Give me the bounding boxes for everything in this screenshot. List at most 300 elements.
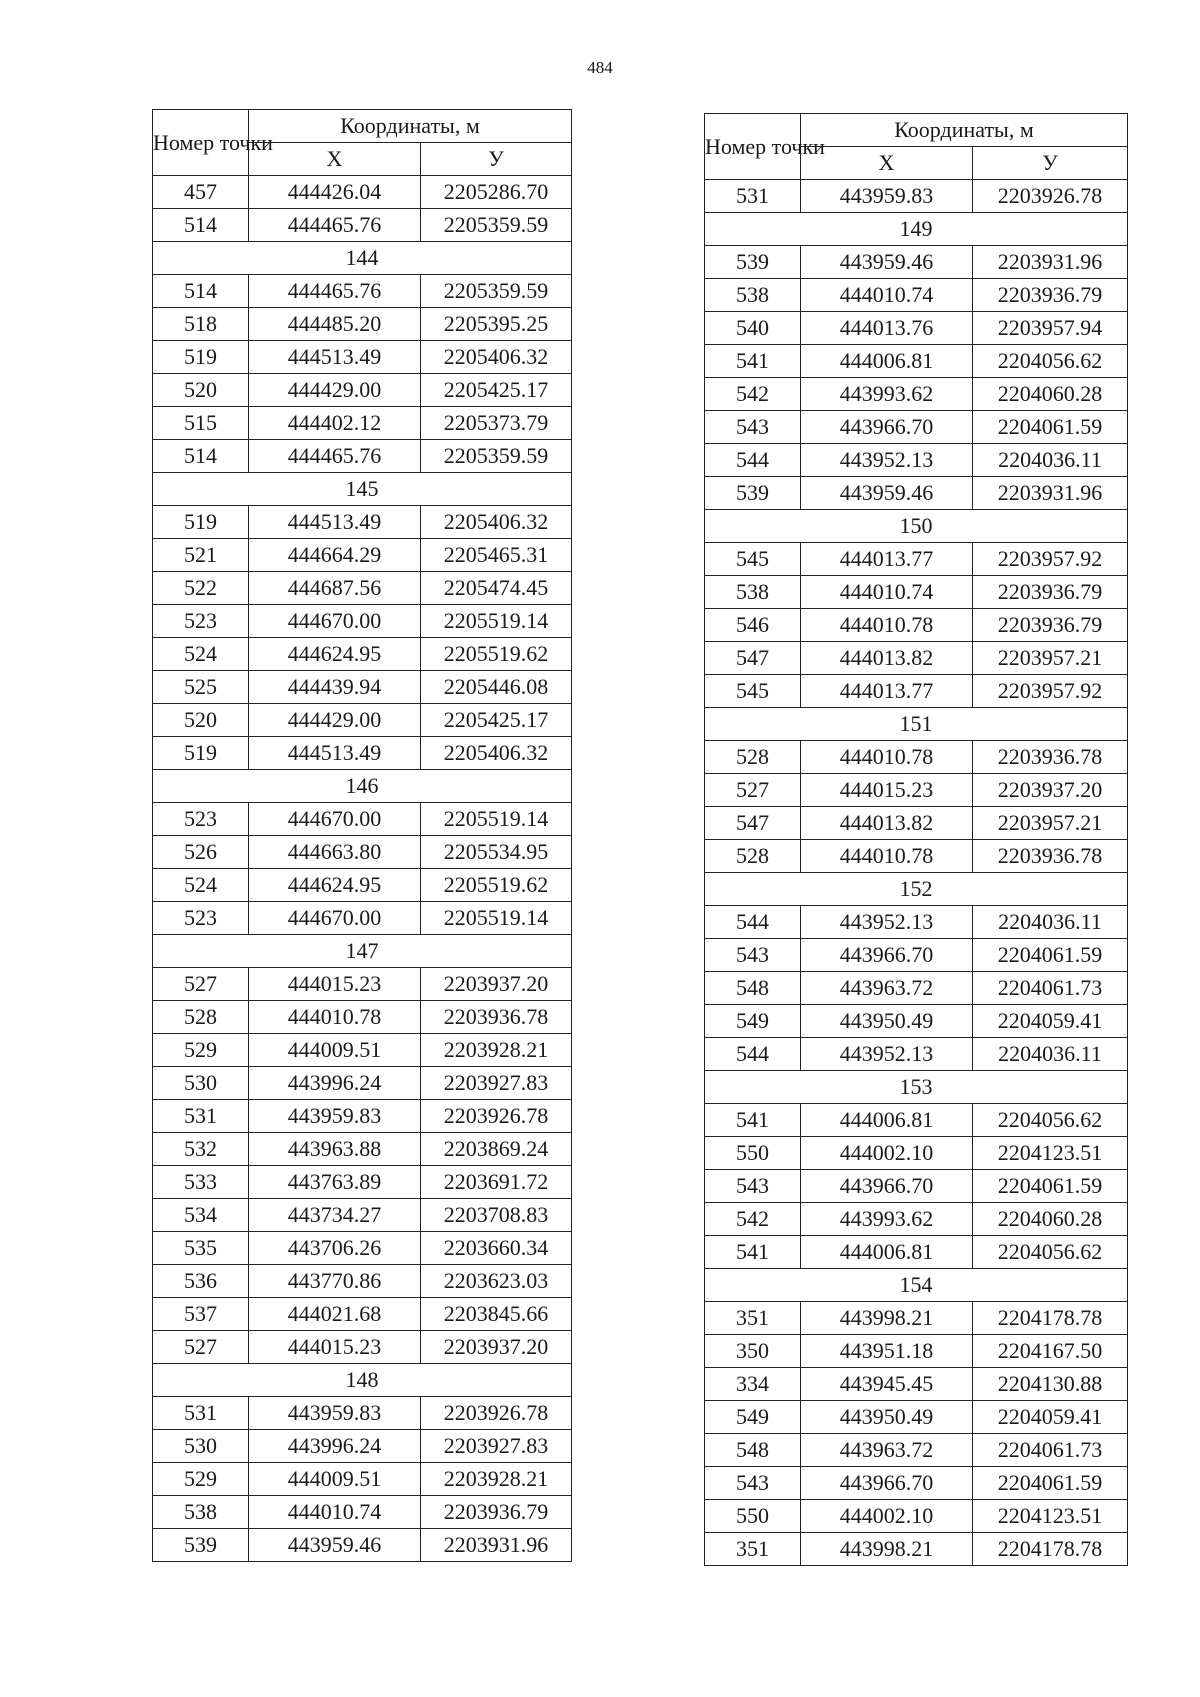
- y-coordinate-cell: 2205474.45: [421, 572, 572, 605]
- section-label: 148: [153, 1364, 572, 1397]
- section-label: 147: [153, 935, 572, 968]
- table-row: [705, 1434, 1128, 1467]
- point-number-cell: 534: [153, 1199, 249, 1232]
- x-coordinate-cell: 443763.89: [249, 1166, 421, 1199]
- table-row: [705, 576, 1128, 609]
- x-coordinate-cell: 443706.26: [249, 1232, 421, 1265]
- table-row: [153, 605, 572, 638]
- table-row: [705, 1104, 1128, 1137]
- x-coordinate-cell: 443996.24: [249, 1067, 421, 1100]
- x-coordinate-cell: 444002.10: [801, 1500, 973, 1533]
- x-coordinate-cell: 443966.70: [801, 939, 973, 972]
- table-row: [153, 671, 572, 704]
- point-number-cell: 544: [705, 1038, 801, 1071]
- table-row: [153, 440, 572, 473]
- point-number-cell: 541: [705, 345, 801, 378]
- x-coordinate-cell: 444013.77: [801, 543, 973, 576]
- point-number-cell: 545: [705, 675, 801, 708]
- table-row: [705, 1335, 1128, 1368]
- x-coordinate-cell: 443770.86: [249, 1265, 421, 1298]
- y-coordinate-cell: 2205406.32: [421, 341, 572, 374]
- table-row: [705, 246, 1128, 279]
- table-row: [705, 1368, 1128, 1401]
- y-coordinate-cell: 2203936.79: [973, 576, 1128, 609]
- point-number-cell: 519: [153, 737, 249, 770]
- point-number-cell: 530: [153, 1430, 249, 1463]
- y-coordinate-cell: 2204056.62: [973, 1236, 1128, 1269]
- table-row: [153, 1496, 572, 1529]
- coordinates-header: Координаты, м: [801, 114, 1128, 147]
- table-row: [153, 1463, 572, 1496]
- page-number: 484: [587, 58, 613, 77]
- y-column-header: У: [421, 143, 572, 176]
- point-number-cell: 528: [153, 1001, 249, 1034]
- point-number-header: Номер точки: [705, 114, 801, 180]
- x-coordinate-cell: 444670.00: [249, 902, 421, 935]
- point-number-cell: 457: [153, 176, 249, 209]
- y-coordinate-cell: 2203957.21: [973, 642, 1128, 675]
- y-coordinate-cell: 2204061.59: [973, 939, 1128, 972]
- point-number-cell: 531: [705, 180, 801, 213]
- y-coordinate-cell: 2205359.59: [421, 209, 572, 242]
- y-coordinate-cell: 2204061.59: [973, 411, 1128, 444]
- x-coordinate-cell: 443966.70: [801, 1170, 973, 1203]
- y-coordinate-cell: 2204036.11: [973, 1038, 1128, 1071]
- section-row: [705, 510, 1128, 543]
- section-row: [153, 1364, 572, 1397]
- point-number-cell: 538: [153, 1496, 249, 1529]
- point-number-cell: 541: [705, 1104, 801, 1137]
- y-coordinate-cell: 2204059.41: [973, 1005, 1128, 1038]
- x-coordinate-cell: 444663.80: [249, 836, 421, 869]
- table-header: [153, 110, 572, 176]
- point-number-cell: 521: [153, 539, 249, 572]
- y-coordinate-cell: 2205446.08: [421, 671, 572, 704]
- section-row: [705, 1269, 1128, 1302]
- point-number-cell: 524: [153, 869, 249, 902]
- point-number-cell: 531: [153, 1397, 249, 1430]
- point-number-cell: 520: [153, 704, 249, 737]
- point-number-cell: 538: [705, 576, 801, 609]
- y-coordinate-cell: 2203845.66: [421, 1298, 572, 1331]
- x-coordinate-cell: 443959.46: [801, 246, 973, 279]
- point-number-cell: 519: [153, 506, 249, 539]
- y-coordinate-cell: 2203931.96: [421, 1529, 572, 1562]
- x-coordinate-cell: 443996.24: [249, 1430, 421, 1463]
- x-column-header: Х: [801, 147, 973, 180]
- y-coordinate-cell: 2205465.31: [421, 539, 572, 572]
- point-number-cell: 539: [705, 246, 801, 279]
- table-row: [705, 609, 1128, 642]
- table-row: [153, 572, 572, 605]
- y-coordinate-cell: 2203936.78: [973, 741, 1128, 774]
- y-coordinate-cell: 2205425.17: [421, 704, 572, 737]
- y-coordinate-cell: 2203937.20: [421, 1331, 572, 1364]
- x-coordinate-cell: 444009.51: [249, 1034, 421, 1067]
- x-coordinate-cell: 443959.46: [801, 477, 973, 510]
- x-coordinate-cell: 444465.76: [249, 209, 421, 242]
- x-coordinate-cell: 443734.27: [249, 1199, 421, 1232]
- point-number-cell: 529: [153, 1034, 249, 1067]
- table-row: [153, 1133, 572, 1166]
- y-coordinate-cell: 2203927.83: [421, 1067, 572, 1100]
- point-number-cell: 350: [705, 1335, 801, 1368]
- section-row: [705, 708, 1128, 741]
- y-coordinate-cell: 2203936.78: [421, 1001, 572, 1034]
- table-row: [705, 1137, 1128, 1170]
- table-row: [705, 675, 1128, 708]
- table-body: [705, 180, 1128, 1566]
- x-column-header: Х: [249, 143, 421, 176]
- point-number-cell: 351: [705, 1302, 801, 1335]
- x-coordinate-cell: 443993.62: [801, 1203, 973, 1236]
- section-row: [153, 473, 572, 506]
- y-coordinate-cell: 2203926.78: [421, 1397, 572, 1430]
- table-row: [705, 1467, 1128, 1500]
- table-row: [153, 1199, 572, 1232]
- table-body: [153, 176, 572, 1562]
- table-row: [705, 1005, 1128, 1038]
- table-row: [153, 968, 572, 1001]
- y-coordinate-cell: 2203936.79: [421, 1496, 572, 1529]
- y-coordinate-cell: 2204178.78: [973, 1533, 1128, 1566]
- section-row: [153, 770, 572, 803]
- point-number-cell: 514: [153, 440, 249, 473]
- section-label: 145: [153, 473, 572, 506]
- x-coordinate-cell: 443998.21: [801, 1533, 973, 1566]
- x-coordinate-cell: 444013.82: [801, 807, 973, 840]
- x-coordinate-cell: 444002.10: [801, 1137, 973, 1170]
- y-coordinate-cell: 2204060.28: [973, 1203, 1128, 1236]
- table-row: [705, 972, 1128, 1005]
- x-coordinate-cell: 444624.95: [249, 638, 421, 671]
- x-coordinate-cell: 444010.78: [801, 609, 973, 642]
- x-coordinate-cell: 444624.95: [249, 869, 421, 902]
- table-header: [705, 114, 1128, 180]
- table-row: [705, 1203, 1128, 1236]
- y-coordinate-cell: 2203957.92: [973, 543, 1128, 576]
- y-coordinate-cell: 2204056.62: [973, 1104, 1128, 1137]
- x-coordinate-cell: 444513.49: [249, 737, 421, 770]
- point-number-cell: 351: [705, 1533, 801, 1566]
- table-row: [153, 638, 572, 671]
- x-coordinate-cell: 444485.20: [249, 308, 421, 341]
- x-coordinate-cell: 444013.77: [801, 675, 973, 708]
- y-coordinate-cell: 2203928.21: [421, 1034, 572, 1067]
- y-column-header: У: [973, 147, 1128, 180]
- x-coordinate-cell: 444465.76: [249, 440, 421, 473]
- x-coordinate-cell: 443952.13: [801, 444, 973, 477]
- point-number-cell: 523: [153, 803, 249, 836]
- table-row: [153, 176, 572, 209]
- section-row: [153, 935, 572, 968]
- table-row: [705, 444, 1128, 477]
- y-coordinate-cell: 2203926.78: [421, 1100, 572, 1133]
- point-number-cell: 523: [153, 902, 249, 935]
- point-number-cell: 519: [153, 341, 249, 374]
- table-row: [153, 737, 572, 770]
- table-row: [153, 869, 572, 902]
- x-coordinate-cell: 443945.45: [801, 1368, 973, 1401]
- x-coordinate-cell: 444010.78: [249, 1001, 421, 1034]
- table-row: [153, 209, 572, 242]
- point-number-cell: 543: [705, 939, 801, 972]
- table-row: [153, 1529, 572, 1562]
- x-coordinate-cell: 444010.78: [801, 840, 973, 873]
- point-number-cell: 524: [153, 638, 249, 671]
- y-coordinate-cell: 2203927.83: [421, 1430, 572, 1463]
- table-row: [153, 704, 572, 737]
- table-row: [153, 407, 572, 440]
- table-row: [705, 312, 1128, 345]
- point-number-cell: 514: [153, 275, 249, 308]
- x-coordinate-cell: 443959.83: [249, 1100, 421, 1133]
- x-coordinate-cell: 444687.56: [249, 572, 421, 605]
- table-row: [153, 1067, 572, 1100]
- y-coordinate-cell: 2205519.62: [421, 869, 572, 902]
- point-number-cell: 550: [705, 1137, 801, 1170]
- y-coordinate-cell: 2203957.94: [973, 312, 1128, 345]
- y-coordinate-cell: 2204059.41: [973, 1401, 1128, 1434]
- table-row: [153, 803, 572, 836]
- point-number-cell: 537: [153, 1298, 249, 1331]
- x-coordinate-cell: 444465.76: [249, 275, 421, 308]
- y-coordinate-cell: 2204167.50: [973, 1335, 1128, 1368]
- x-coordinate-cell: 444010.74: [801, 279, 973, 312]
- x-coordinate-cell: 444670.00: [249, 605, 421, 638]
- point-number-cell: 527: [153, 1331, 249, 1364]
- section-label: 151: [705, 708, 1128, 741]
- point-number-cell: 539: [705, 477, 801, 510]
- y-coordinate-cell: 2205519.14: [421, 803, 572, 836]
- point-number-cell: 539: [153, 1529, 249, 1562]
- x-coordinate-cell: 444006.81: [801, 345, 973, 378]
- section-label: 150: [705, 510, 1128, 543]
- point-number-cell: 542: [705, 1203, 801, 1236]
- y-coordinate-cell: 2203931.96: [973, 477, 1128, 510]
- point-number-cell: 547: [705, 642, 801, 675]
- y-coordinate-cell: 2205359.59: [421, 275, 572, 308]
- table-row: [705, 939, 1128, 972]
- section-label: 146: [153, 770, 572, 803]
- x-coordinate-cell: 444015.23: [249, 1331, 421, 1364]
- x-coordinate-cell: 444006.81: [801, 1104, 973, 1137]
- point-number-cell: 535: [153, 1232, 249, 1265]
- table-row: [705, 543, 1128, 576]
- y-coordinate-cell: 2204061.59: [973, 1170, 1128, 1203]
- x-coordinate-cell: 444015.23: [801, 774, 973, 807]
- x-coordinate-cell: 443959.46: [249, 1529, 421, 1562]
- point-number-cell: 532: [153, 1133, 249, 1166]
- table-row: [705, 411, 1128, 444]
- table-row: [153, 1331, 572, 1364]
- x-coordinate-cell: 444426.04: [249, 176, 421, 209]
- table-row: [153, 1166, 572, 1199]
- x-coordinate-cell: 444513.49: [249, 506, 421, 539]
- x-coordinate-cell: 444013.76: [801, 312, 973, 345]
- x-coordinate-cell: 443950.49: [801, 1005, 973, 1038]
- table-row: [705, 1236, 1128, 1269]
- table-row: [153, 1265, 572, 1298]
- point-number-cell: 543: [705, 411, 801, 444]
- y-coordinate-cell: 2203708.83: [421, 1199, 572, 1232]
- x-coordinate-cell: 444429.00: [249, 374, 421, 407]
- y-coordinate-cell: 2204178.78: [973, 1302, 1128, 1335]
- y-coordinate-cell: 2204060.28: [973, 378, 1128, 411]
- x-coordinate-cell: 443963.88: [249, 1133, 421, 1166]
- point-number-cell: 546: [705, 609, 801, 642]
- coordinates-table-right: [704, 113, 1128, 1566]
- point-number-cell: 526: [153, 836, 249, 869]
- point-number-cell: 541: [705, 1236, 801, 1269]
- point-number-cell: 549: [705, 1005, 801, 1038]
- y-coordinate-cell: 2205519.14: [421, 902, 572, 935]
- y-coordinate-cell: 2203660.34: [421, 1232, 572, 1265]
- y-coordinate-cell: 2204123.51: [973, 1500, 1128, 1533]
- y-coordinate-cell: 2203691.72: [421, 1166, 572, 1199]
- x-coordinate-cell: 444021.68: [249, 1298, 421, 1331]
- coordinates-header: Координаты, м: [249, 110, 572, 143]
- point-number-cell: 523: [153, 605, 249, 638]
- x-coordinate-cell: 443963.72: [801, 1434, 973, 1467]
- y-coordinate-cell: 2203928.21: [421, 1463, 572, 1496]
- point-number-cell: 530: [153, 1067, 249, 1100]
- x-coordinate-cell: 444429.00: [249, 704, 421, 737]
- table-row: [705, 840, 1128, 873]
- table-row: [705, 1500, 1128, 1533]
- point-number-cell: 527: [153, 968, 249, 1001]
- point-number-cell: 528: [705, 741, 801, 774]
- table-row: [153, 539, 572, 572]
- y-coordinate-cell: 2205519.14: [421, 605, 572, 638]
- point-number-cell: 548: [705, 972, 801, 1005]
- x-coordinate-cell: 443952.13: [801, 906, 973, 939]
- y-coordinate-cell: 2203623.03: [421, 1265, 572, 1298]
- y-coordinate-cell: 2204130.88: [973, 1368, 1128, 1401]
- x-coordinate-cell: 443998.21: [801, 1302, 973, 1335]
- section-label: 144: [153, 242, 572, 275]
- table-row: [705, 642, 1128, 675]
- table-row: [705, 741, 1128, 774]
- table-row: [153, 506, 572, 539]
- x-coordinate-cell: 443993.62: [801, 378, 973, 411]
- table-row: [705, 774, 1128, 807]
- table-row: [153, 308, 572, 341]
- point-number-cell: 538: [705, 279, 801, 312]
- y-coordinate-cell: 2205519.62: [421, 638, 572, 671]
- y-coordinate-cell: 2204056.62: [973, 345, 1128, 378]
- point-number-cell: 522: [153, 572, 249, 605]
- table-row: [153, 1298, 572, 1331]
- table-row: [153, 341, 572, 374]
- table-row: [705, 378, 1128, 411]
- point-number-cell: 334: [705, 1368, 801, 1401]
- table-row: [705, 906, 1128, 939]
- x-coordinate-cell: 444006.81: [801, 1236, 973, 1269]
- table-row: [705, 345, 1128, 378]
- x-coordinate-cell: 444664.29: [249, 539, 421, 572]
- x-coordinate-cell: 444670.00: [249, 803, 421, 836]
- y-coordinate-cell: 2205395.25: [421, 308, 572, 341]
- table-row: [705, 477, 1128, 510]
- section-row: [705, 1071, 1128, 1104]
- table-row: [153, 1100, 572, 1133]
- point-number-cell: 542: [705, 378, 801, 411]
- table-row: [153, 1034, 572, 1067]
- y-coordinate-cell: 2204061.73: [973, 972, 1128, 1005]
- x-coordinate-cell: 443959.83: [249, 1397, 421, 1430]
- y-coordinate-cell: 2203936.78: [973, 840, 1128, 873]
- table-row: [705, 279, 1128, 312]
- point-number-cell: 544: [705, 444, 801, 477]
- point-number-cell: 529: [153, 1463, 249, 1496]
- point-number-header: Номер точки: [153, 110, 249, 176]
- x-coordinate-cell: 444010.74: [801, 576, 973, 609]
- point-number-cell: 520: [153, 374, 249, 407]
- table-row: [153, 1397, 572, 1430]
- point-number-cell: 531: [153, 1100, 249, 1133]
- y-coordinate-cell: 2205359.59: [421, 440, 572, 473]
- point-number-cell: 543: [705, 1467, 801, 1500]
- x-coordinate-cell: 444439.94: [249, 671, 421, 704]
- point-number-cell: 525: [153, 671, 249, 704]
- x-coordinate-cell: 443952.13: [801, 1038, 973, 1071]
- section-label: 154: [705, 1269, 1128, 1302]
- point-number-cell: 527: [705, 774, 801, 807]
- y-coordinate-cell: 2205425.17: [421, 374, 572, 407]
- y-coordinate-cell: 2204061.73: [973, 1434, 1128, 1467]
- y-coordinate-cell: 2203957.21: [973, 807, 1128, 840]
- y-coordinate-cell: 2203957.92: [973, 675, 1128, 708]
- x-coordinate-cell: 444010.78: [801, 741, 973, 774]
- point-number-cell: 545: [705, 543, 801, 576]
- table-row: [153, 1232, 572, 1265]
- table-row: [153, 1001, 572, 1034]
- point-number-cell: 543: [705, 1170, 801, 1203]
- coordinates-table-left: [152, 109, 572, 1562]
- section-row: [153, 242, 572, 275]
- point-number-cell: 536: [153, 1265, 249, 1298]
- table-row: [705, 1038, 1128, 1071]
- section-label: 153: [705, 1071, 1128, 1104]
- section-row: [705, 213, 1128, 246]
- y-coordinate-cell: 2204036.11: [973, 906, 1128, 939]
- x-coordinate-cell: 443950.49: [801, 1401, 973, 1434]
- x-coordinate-cell: 444010.74: [249, 1496, 421, 1529]
- point-number-cell: 533: [153, 1166, 249, 1199]
- point-number-cell: 544: [705, 906, 801, 939]
- point-number-cell: 515: [153, 407, 249, 440]
- y-coordinate-cell: 2203937.20: [973, 774, 1128, 807]
- table-row: [705, 1302, 1128, 1335]
- y-coordinate-cell: 2203926.78: [973, 180, 1128, 213]
- table-row: [705, 1170, 1128, 1203]
- x-coordinate-cell: 443966.70: [801, 411, 973, 444]
- y-coordinate-cell: 2205406.32: [421, 737, 572, 770]
- x-coordinate-cell: 444402.12: [249, 407, 421, 440]
- y-coordinate-cell: 2203869.24: [421, 1133, 572, 1166]
- section-row: [705, 873, 1128, 906]
- point-number-cell: 518: [153, 308, 249, 341]
- y-coordinate-cell: 2205406.32: [421, 506, 572, 539]
- table-row: [705, 1533, 1128, 1566]
- x-coordinate-cell: 444015.23: [249, 968, 421, 1001]
- point-number-cell: 549: [705, 1401, 801, 1434]
- table-row: [705, 807, 1128, 840]
- point-number-cell: 514: [153, 209, 249, 242]
- y-coordinate-cell: 2203936.79: [973, 279, 1128, 312]
- table-row: [153, 902, 572, 935]
